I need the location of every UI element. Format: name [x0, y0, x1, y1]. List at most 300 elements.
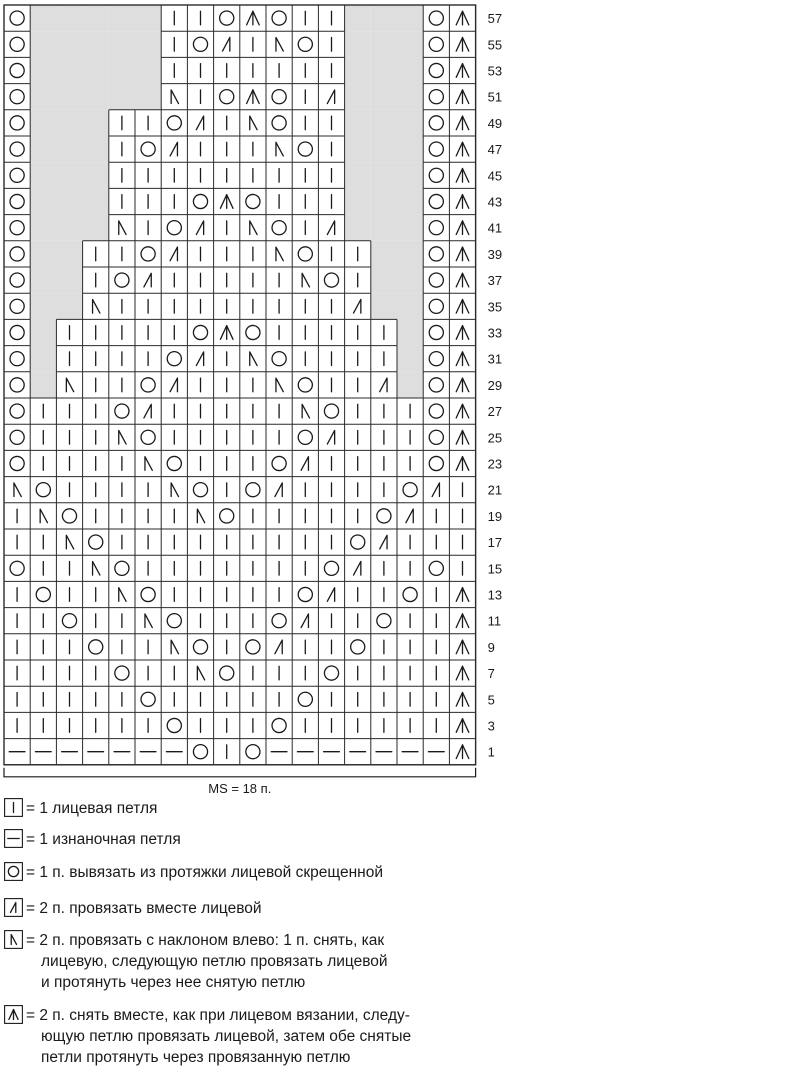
chart-cell — [423, 660, 449, 686]
row-number: 47 — [487, 142, 503, 158]
row-number: 9 — [487, 639, 495, 655]
chart-cell — [371, 5, 397, 31]
chart-cell — [56, 712, 82, 738]
chart-cell — [240, 267, 266, 293]
chart-cell — [56, 267, 82, 293]
chart-cell — [214, 241, 240, 267]
chart-cell — [56, 136, 82, 162]
chart-cell — [56, 555, 82, 581]
chart-cell — [56, 739, 82, 765]
chart-cell — [266, 660, 292, 686]
chart-cell — [292, 5, 318, 31]
chart-cell — [240, 241, 266, 267]
chart-cell — [397, 319, 423, 345]
chart-cell — [449, 398, 475, 424]
chart-cell — [187, 686, 213, 712]
chart-cell — [161, 529, 187, 555]
chart-cell — [161, 477, 187, 503]
chart-cell — [214, 634, 240, 660]
chart-cell — [371, 608, 397, 634]
chart-cell — [4, 529, 30, 555]
chart-cell — [266, 503, 292, 529]
chart-cell — [187, 267, 213, 293]
chart-cell — [4, 450, 30, 476]
chart-cell — [240, 608, 266, 634]
chart-cell — [240, 503, 266, 529]
chart-cell — [449, 477, 475, 503]
chart-cell — [56, 398, 82, 424]
chart-cell — [135, 477, 161, 503]
chart-cell — [135, 57, 161, 83]
chart-cell — [449, 581, 475, 607]
chart-cell — [135, 450, 161, 476]
legend-item — [4, 862, 383, 883]
chart-cell — [83, 712, 109, 738]
chart-cell — [109, 739, 135, 765]
chart-cell — [423, 398, 449, 424]
chart-cell — [30, 346, 56, 372]
chart-cell — [371, 529, 397, 555]
chart-cell — [266, 686, 292, 712]
chart-cell — [266, 110, 292, 136]
chart-cell — [135, 555, 161, 581]
chart-cell — [187, 215, 213, 241]
chart-cell — [4, 188, 30, 214]
chart-cell — [292, 555, 318, 581]
chart-cell — [83, 398, 109, 424]
chart-cell — [240, 477, 266, 503]
chart-cell — [345, 84, 371, 110]
chart-cell — [345, 660, 371, 686]
chart-cell — [266, 477, 292, 503]
chart-cell — [397, 188, 423, 214]
chart-cell — [214, 529, 240, 555]
chart-cell — [83, 739, 109, 765]
chart-cell — [345, 372, 371, 398]
row-number: 35 — [487, 299, 503, 315]
chart-cell — [397, 739, 423, 765]
chart-cell — [345, 477, 371, 503]
chart-cell — [371, 503, 397, 529]
chart-cell — [109, 608, 135, 634]
chart-cell — [83, 477, 109, 503]
chart-cell — [240, 188, 266, 214]
chart-cell — [187, 84, 213, 110]
chart-cell — [30, 660, 56, 686]
chart-cell — [318, 372, 344, 398]
chart-cell — [266, 84, 292, 110]
chart-cell — [30, 477, 56, 503]
chart-cell — [187, 555, 213, 581]
row-number: 31 — [487, 351, 503, 367]
chart-cell — [161, 319, 187, 345]
chart-cell — [56, 162, 82, 188]
chart-cell — [4, 215, 30, 241]
legend-line: и протянуть через нее снятую петлю — [41, 974, 306, 991]
chart-cell — [83, 110, 109, 136]
chart-cell — [449, 241, 475, 267]
chart-cell — [449, 739, 475, 765]
chart-cell — [30, 5, 56, 31]
chart-cell — [83, 686, 109, 712]
chart-cell — [161, 162, 187, 188]
chart-cell — [449, 372, 475, 398]
chart-cell — [30, 529, 56, 555]
chart-cell — [135, 398, 161, 424]
row-number: 1 — [487, 744, 495, 760]
chart-cell — [135, 503, 161, 529]
chart-cell — [371, 84, 397, 110]
chart-cell — [109, 57, 135, 83]
chart-cell — [214, 424, 240, 450]
chart-cell — [83, 555, 109, 581]
chart-cell — [423, 581, 449, 607]
chart-cell — [449, 267, 475, 293]
chart-cell — [371, 424, 397, 450]
chart-cell — [266, 57, 292, 83]
chart-cell — [109, 84, 135, 110]
chart-cell — [135, 319, 161, 345]
row-number: 37 — [487, 273, 503, 289]
chart-cell — [4, 241, 30, 267]
chart-cell — [187, 424, 213, 450]
row-number: 39 — [487, 246, 503, 262]
chart-cell — [187, 188, 213, 214]
chart-cell — [318, 267, 344, 293]
chart-cell — [266, 712, 292, 738]
row-number: 45 — [487, 168, 503, 184]
chart-cell — [30, 503, 56, 529]
chart-cell — [56, 634, 82, 660]
chart-cell — [161, 608, 187, 634]
chart-cell — [83, 215, 109, 241]
chart-cell — [187, 660, 213, 686]
chart-cell — [4, 608, 30, 634]
chart-cell — [135, 110, 161, 136]
chart-cell — [187, 503, 213, 529]
chart-cell — [214, 346, 240, 372]
chart-cell — [161, 293, 187, 319]
chart-cell — [83, 634, 109, 660]
chart-cell — [135, 346, 161, 372]
chart-cell — [292, 398, 318, 424]
chart-cell — [135, 608, 161, 634]
chart-cell — [449, 608, 475, 634]
chart-cell — [397, 162, 423, 188]
chart-cell — [135, 84, 161, 110]
row-number: 57 — [487, 11, 503, 27]
chart-cell — [135, 372, 161, 398]
chart-cell — [4, 634, 30, 660]
chart-cell — [109, 188, 135, 214]
chart-cell — [135, 267, 161, 293]
chart-cell — [449, 660, 475, 686]
chart-cell — [371, 634, 397, 660]
chart-cell — [83, 162, 109, 188]
chart-cell — [161, 555, 187, 581]
row-number: 51 — [487, 89, 503, 105]
chart-cell — [56, 503, 82, 529]
chart-cell — [345, 424, 371, 450]
chart-cell — [161, 686, 187, 712]
chart-cell — [292, 503, 318, 529]
chart-cell — [4, 398, 30, 424]
chart-cell — [318, 529, 344, 555]
chart-cell — [449, 555, 475, 581]
chart-cell — [266, 424, 292, 450]
chart-cell — [109, 398, 135, 424]
chart-cell — [109, 477, 135, 503]
chart-cell — [161, 84, 187, 110]
chart-cell — [423, 267, 449, 293]
chart-cell — [214, 686, 240, 712]
chart-cell — [109, 660, 135, 686]
chart-cell — [83, 267, 109, 293]
chart-cell — [214, 477, 240, 503]
chart-cell — [423, 241, 449, 267]
chart-cell — [449, 162, 475, 188]
chart-cell — [266, 739, 292, 765]
chart-cell — [423, 110, 449, 136]
chart-cell — [30, 686, 56, 712]
chart-cell — [266, 555, 292, 581]
chart-cell — [56, 319, 82, 345]
legend-item — [4, 798, 157, 819]
chart-cell — [318, 424, 344, 450]
chart-cell — [187, 608, 213, 634]
chart-cell — [161, 241, 187, 267]
chart-cell — [266, 608, 292, 634]
chart-cell — [345, 162, 371, 188]
chart-cell — [345, 634, 371, 660]
chart-cell — [4, 84, 30, 110]
chart-cell — [161, 31, 187, 57]
chart-cell — [30, 188, 56, 214]
chart-cell — [397, 84, 423, 110]
chart-cell — [292, 424, 318, 450]
row-number: 27 — [487, 404, 503, 420]
chart-cell — [345, 57, 371, 83]
chart-cell — [161, 424, 187, 450]
chart-cell — [266, 450, 292, 476]
chart-cell — [318, 686, 344, 712]
chart-cell — [83, 660, 109, 686]
chart-cell — [345, 503, 371, 529]
chart-cell — [266, 267, 292, 293]
chart-cell — [187, 477, 213, 503]
chart-cell — [4, 5, 30, 31]
chart-cell — [30, 450, 56, 476]
chart-cell — [318, 215, 344, 241]
chart-cell — [30, 110, 56, 136]
chart-cell — [292, 346, 318, 372]
chart-cell — [4, 372, 30, 398]
chart-cell — [292, 477, 318, 503]
chart-cell — [371, 136, 397, 162]
chart-cell — [56, 110, 82, 136]
chart-cell — [318, 581, 344, 607]
chart-cell — [214, 372, 240, 398]
chart-cell — [187, 634, 213, 660]
chart-cell — [345, 398, 371, 424]
chart-cell — [240, 110, 266, 136]
chart-cell — [56, 608, 82, 634]
chart-cell — [4, 581, 30, 607]
chart-cell — [345, 581, 371, 607]
chart-cell — [240, 5, 266, 31]
chart-cell — [83, 84, 109, 110]
chart-cell — [292, 712, 318, 738]
chart-cell — [214, 398, 240, 424]
chart-cell — [397, 450, 423, 476]
chart-cell — [371, 372, 397, 398]
chart-cell — [214, 555, 240, 581]
skp-symbol-key-icon — [4, 930, 23, 949]
chart-cell — [83, 31, 109, 57]
chart-cell — [83, 346, 109, 372]
chart-cell — [187, 739, 213, 765]
chart-cell — [318, 450, 344, 476]
chart-cell — [397, 136, 423, 162]
chart-cell — [4, 136, 30, 162]
chart-cell — [318, 660, 344, 686]
chart-cell — [214, 503, 240, 529]
chart-cell — [30, 739, 56, 765]
chart-cell — [109, 293, 135, 319]
chart-cell — [135, 162, 161, 188]
chart-cell — [266, 372, 292, 398]
chart-cell — [449, 634, 475, 660]
chart-cell — [449, 84, 475, 110]
chart-cell — [318, 319, 344, 345]
chart-cell — [30, 267, 56, 293]
chart-cell — [4, 162, 30, 188]
chart-cell — [423, 634, 449, 660]
row-number: 7 — [487, 666, 495, 682]
chart-cell — [214, 581, 240, 607]
chart-cell — [397, 555, 423, 581]
chart-cell — [135, 241, 161, 267]
chart-cell — [4, 739, 30, 765]
chart-cell — [292, 84, 318, 110]
chart-cell — [161, 215, 187, 241]
chart-cell — [4, 110, 30, 136]
chart-cell — [4, 555, 30, 581]
chart-cell — [292, 660, 318, 686]
chart-cell — [397, 346, 423, 372]
row-number: 41 — [487, 220, 503, 236]
legend-line: = 1 лицевая петля — [26, 800, 158, 817]
chart-cell — [214, 162, 240, 188]
row-number: 15 — [487, 561, 503, 577]
chart-cell — [4, 267, 30, 293]
chart-cell — [292, 686, 318, 712]
row-number: 13 — [487, 587, 503, 603]
row-number: 21 — [487, 482, 503, 498]
chart-cell — [135, 712, 161, 738]
chart-cell — [30, 581, 56, 607]
chart-cell — [449, 346, 475, 372]
legend-line: = 1 изнаночная петля — [26, 831, 181, 848]
chart-cell — [161, 188, 187, 214]
chart-cell — [318, 477, 344, 503]
double-decrease-symbol-key-icon — [4, 1005, 23, 1024]
chart-cell — [449, 712, 475, 738]
chart-cell — [161, 450, 187, 476]
chart-cell — [187, 5, 213, 31]
chart-cell — [4, 424, 30, 450]
chart-cell — [30, 293, 56, 319]
chart-cell — [266, 293, 292, 319]
chart-cell — [397, 581, 423, 607]
chart-cell — [292, 739, 318, 765]
chart-cell — [30, 31, 56, 57]
chart-cell — [318, 555, 344, 581]
chart-cell — [240, 660, 266, 686]
chart-cell — [56, 450, 82, 476]
chart-cell — [397, 686, 423, 712]
chart-cell — [371, 319, 397, 345]
chart-cell — [109, 634, 135, 660]
chart-cell — [318, 57, 344, 83]
chart-cell — [187, 31, 213, 57]
chart-cell — [345, 712, 371, 738]
chart-cell — [292, 31, 318, 57]
chart-cell — [240, 529, 266, 555]
chart-cell — [109, 503, 135, 529]
row-number: 3 — [487, 718, 495, 734]
chart-cell — [423, 555, 449, 581]
chart-cell — [161, 346, 187, 372]
legend-line: = 1 п. вывязать из протяжки лицевой скрещенной — [26, 864, 383, 881]
chart-cell — [345, 555, 371, 581]
chart-cell — [161, 267, 187, 293]
chart-cell — [345, 450, 371, 476]
chart-cell — [397, 110, 423, 136]
row-number: 5 — [487, 692, 495, 708]
legend-item — [4, 898, 262, 919]
chart-cell — [240, 215, 266, 241]
chart-cell — [397, 57, 423, 83]
chart-cell — [109, 372, 135, 398]
chart-cell — [214, 739, 240, 765]
chart-cell — [30, 84, 56, 110]
chart-cell — [292, 372, 318, 398]
chart-cell — [30, 215, 56, 241]
k2tog-symbol-key-icon — [4, 898, 23, 917]
chart-cell — [266, 346, 292, 372]
chart-cell — [109, 555, 135, 581]
chart-cell — [449, 319, 475, 345]
purl-symbol-key-icon — [4, 829, 23, 848]
chart-cell — [371, 162, 397, 188]
chart-cell — [161, 372, 187, 398]
chart-cell — [187, 450, 213, 476]
chart-cell — [240, 634, 266, 660]
chart-cell — [345, 608, 371, 634]
chart-cell — [371, 477, 397, 503]
chart-cell — [187, 712, 213, 738]
chart-cell — [4, 31, 30, 57]
chart-cell — [318, 84, 344, 110]
chart-cell — [449, 136, 475, 162]
chart-cell — [397, 712, 423, 738]
chart-cell — [449, 188, 475, 214]
chart-cell — [397, 372, 423, 398]
chart-cell — [135, 660, 161, 686]
chart-cell — [292, 136, 318, 162]
chart-cell — [4, 346, 30, 372]
